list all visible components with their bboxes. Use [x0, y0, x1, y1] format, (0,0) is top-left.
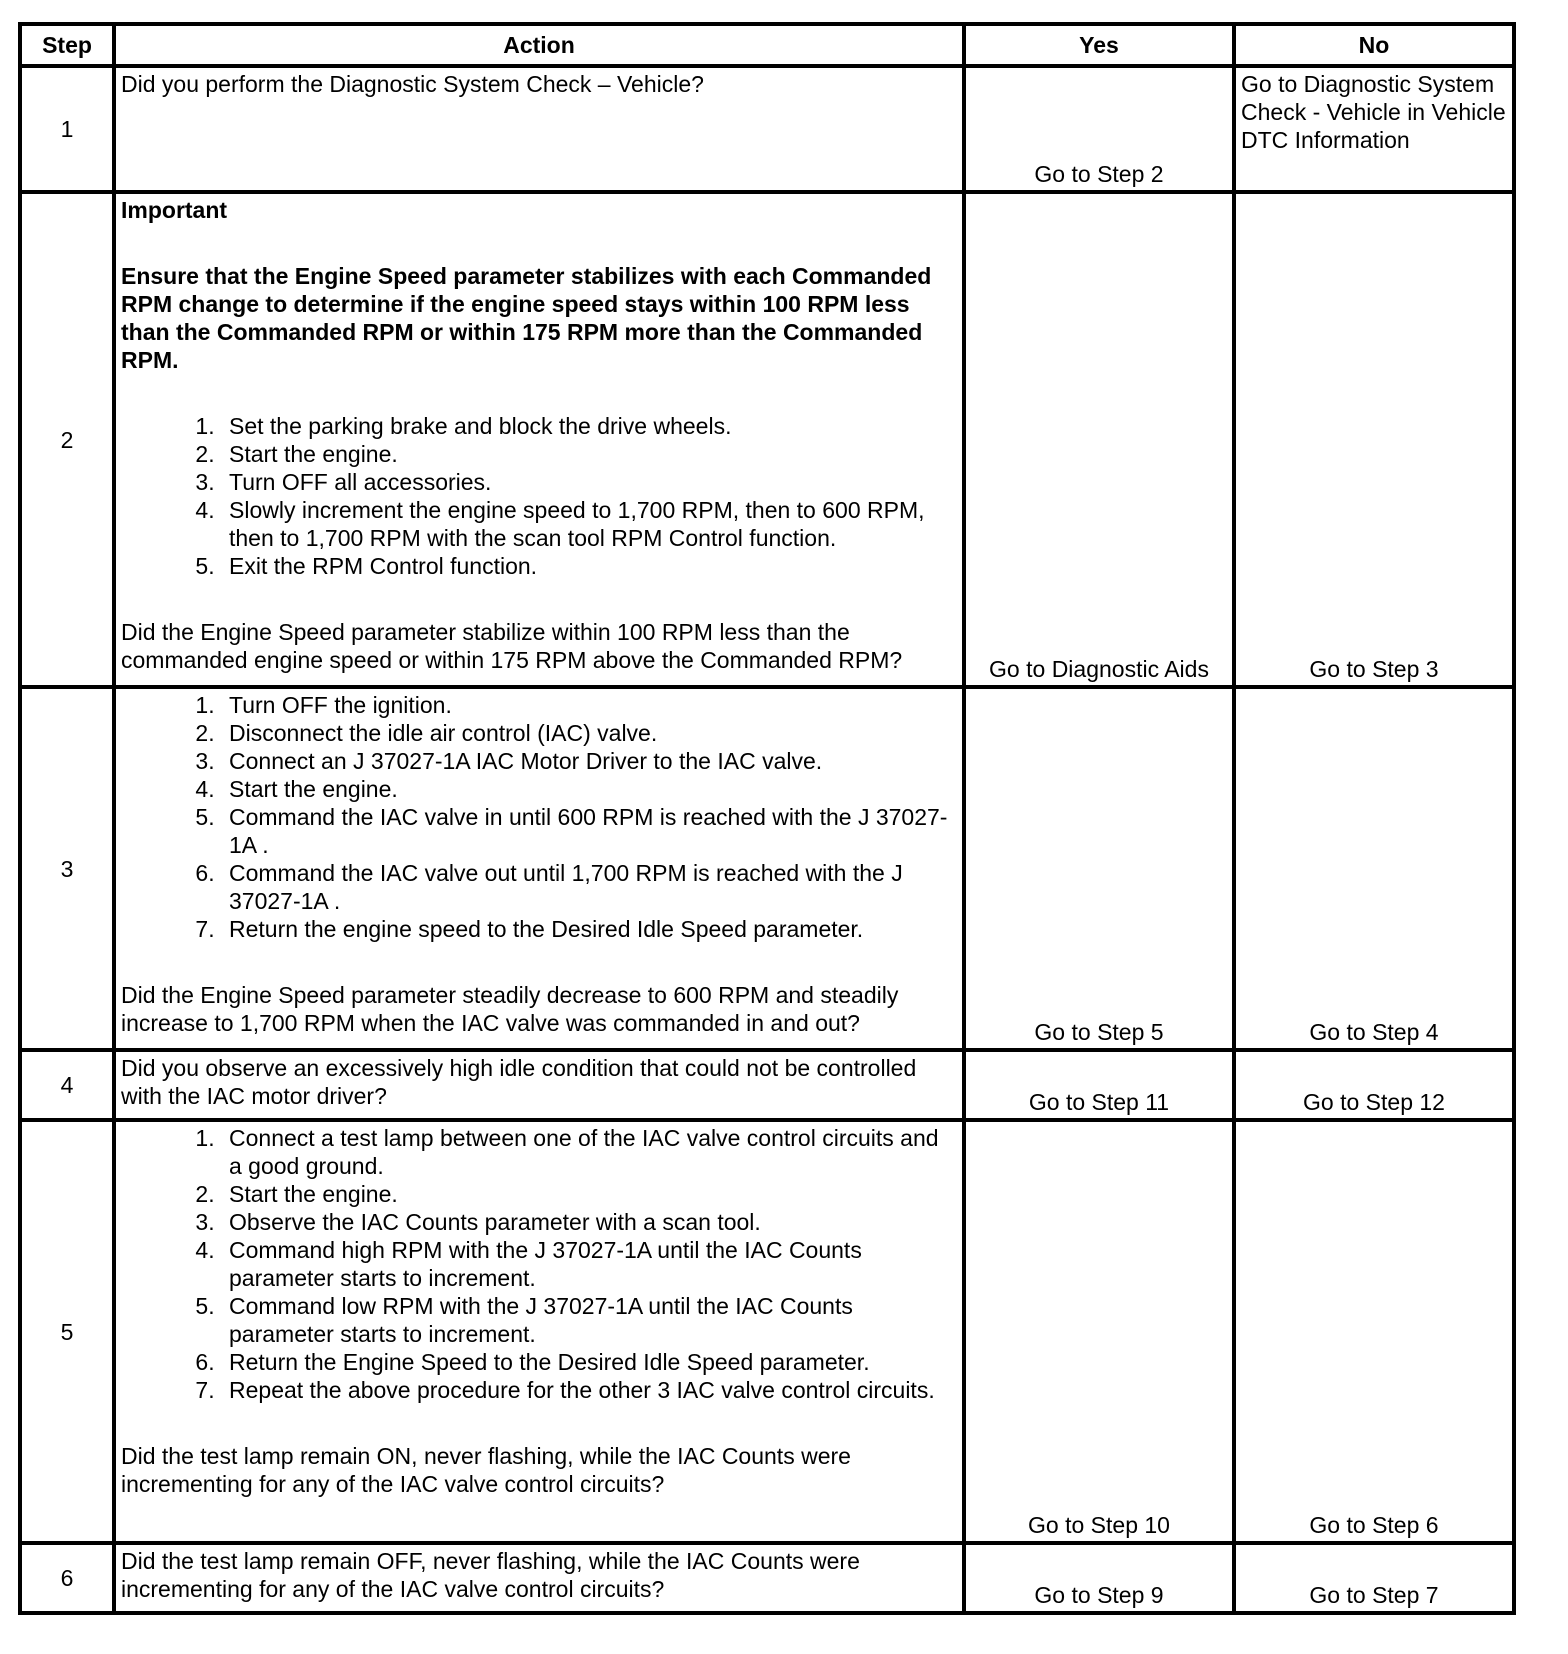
- table-row: [20, 1543, 1514, 1613]
- list-item: 6. Command the IAC valve out until 1,700 RPM is reached with the J 37027-1A .: [221, 859, 957, 915]
- no-result: Go to Step 12: [1234, 1050, 1514, 1120]
- list-item: 6. Return the Engine Speed to the Desired Idle Speed parameter.: [221, 1348, 957, 1376]
- no-result: Go to Step 4: [1234, 687, 1514, 1050]
- diagnostic-table: [18, 22, 1516, 1615]
- important-text: Ensure that the Engine Speed parameter stabilizes with each Commanded RPM change to determine if the engine speed stays within 100 RPM less than the Commanded RPM or within 175 RPM more than the Commanded RPM.: [121, 263, 932, 373]
- action-question: Did you observe an excessively high idle condition that could not be controlled with the IAC motor driver?: [121, 1055, 917, 1109]
- list-item: 1. Connect a test lamp between one of the IAC valve control circuits and a good ground.: [221, 1124, 957, 1180]
- list-item: 1. Set the parking brake and block the drive wheels.: [221, 412, 957, 440]
- list-item: 5. Command low RPM with the J 37027-1A until the IAC Counts parameter starts to increment.: [221, 1292, 957, 1348]
- no-result: Go to Step 3: [1234, 192, 1514, 687]
- action-question: Did the Engine Speed parameter stabilize within 100 RPM less than the commanded engine speed or within 175 RPM above the Commanded RPM?: [121, 619, 903, 673]
- list-item: 3. Turn OFF all accessories.: [221, 468, 957, 496]
- step-number: 1: [20, 66, 114, 192]
- yes-result: Go to Step 5: [964, 687, 1234, 1050]
- table-row: [20, 1050, 1514, 1120]
- header-step: Step: [20, 24, 114, 66]
- list-item: 2. Disconnect the idle air control (IAC) valve.: [221, 719, 957, 747]
- yes-result: Go to Step 10: [964, 1120, 1234, 1543]
- step-number: 2: [20, 192, 114, 687]
- no-result: Go to Step 6: [1234, 1120, 1514, 1543]
- list-item: 3. Observe the IAC Counts parameter with a scan tool.: [221, 1208, 957, 1236]
- action-cell: [114, 1050, 964, 1120]
- procedure-list: [121, 412, 957, 580]
- header-action: Action: [114, 24, 964, 66]
- list-item: 2. Start the engine.: [221, 1180, 957, 1208]
- yes-result: Go to Step 11: [964, 1050, 1234, 1120]
- no-result: Go to Diagnostic System Check - Vehicle in Vehicle DTC Information: [1234, 66, 1514, 192]
- step-number: 5: [20, 1120, 114, 1543]
- action-cell: [114, 192, 964, 687]
- procedure-list: [121, 1124, 957, 1404]
- action-question: Did the Engine Speed parameter steadily decrease to 600 RPM and steadily increase to 1,700 RPM when the IAC valve was commanded in and out?: [121, 982, 899, 1036]
- list-item: 3. Connect an J 37027-1A IAC Motor Driver to the IAC valve.: [221, 747, 957, 775]
- step-number: 3: [20, 687, 114, 1050]
- list-item: 7. Return the engine speed to the Desired Idle Speed parameter.: [221, 915, 957, 943]
- header-yes: Yes: [964, 24, 1234, 66]
- table-row: [20, 687, 1514, 1050]
- header-row: [20, 24, 1514, 66]
- action-question: Did the test lamp remain OFF, never flashing, while the IAC Counts were incrementing for any of the IAC valve control circuits?: [121, 1548, 860, 1602]
- no-result: Go to Step 7: [1234, 1543, 1514, 1613]
- yes-result: Go to Step 2: [964, 66, 1234, 192]
- action-cell: [114, 687, 964, 1050]
- table-row: [20, 66, 1514, 192]
- table-row: [20, 1120, 1514, 1543]
- procedure-list: [121, 691, 957, 943]
- header-no: No: [1234, 24, 1514, 66]
- list-item: 1. Turn OFF the ignition.: [221, 691, 957, 719]
- action-cell: [114, 1120, 964, 1543]
- important-title: Important: [121, 197, 228, 223]
- yes-result: Go to Diagnostic Aids: [964, 192, 1234, 687]
- action-question: Did you perform the Diagnostic System Check – Vehicle?: [121, 71, 704, 97]
- list-item: 5. Exit the RPM Control function.: [221, 552, 957, 580]
- list-item: 4. Command high RPM with the J 37027-1A until the IAC Counts parameter starts to increment.: [221, 1236, 957, 1292]
- action-cell: [114, 66, 964, 192]
- yes-result: Go to Step 9: [964, 1543, 1234, 1613]
- list-item: 7. Repeat the above procedure for the other 3 IAC valve control circuits.: [221, 1376, 957, 1404]
- step-number: 4: [20, 1050, 114, 1120]
- list-item: 4. Slowly increment the engine speed to 1,700 RPM, then to 600 RPM, then to 1,700 RPM with the scan tool RPM Control function.: [221, 496, 957, 552]
- table-row: [20, 192, 1514, 687]
- action-cell: [114, 1543, 964, 1613]
- list-item: 5. Command the IAC valve in until 600 RPM is reached with the J 37027-1A .: [221, 803, 957, 859]
- list-item: 4. Start the engine.: [221, 775, 957, 803]
- action-question: Did the test lamp remain ON, never flashing, while the IAC Counts were incrementing for any of the IAC valve control circuits?: [121, 1443, 851, 1497]
- list-item: 2. Start the engine.: [221, 440, 957, 468]
- step-number: 6: [20, 1543, 114, 1613]
